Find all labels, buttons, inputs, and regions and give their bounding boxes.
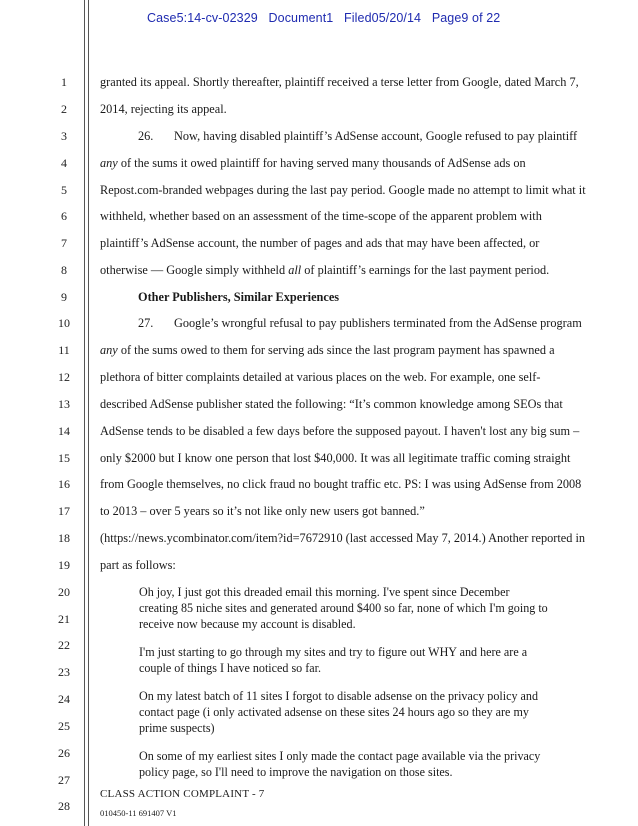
quote-line: contact page (i only activated adsense on these sites 24 hours ago so they are my [139,705,529,719]
paragraph-27-line [138,316,638,330]
line-number: 11 [58,343,70,357]
line-number: 6 [61,209,67,223]
line-number: 26 [58,746,70,760]
quote-line: creating 85 niche sites and generated around $400 so far, none of which I'm going to [139,601,548,615]
body-line: granted its appeal. Shortly thereafter, plaintiff received a terse letter from Google, dated March 7, [100,75,579,89]
body-line: from Google themselves, no click fraud no bought traffic etc. PS: I was using AdSense from 2008 [100,477,582,491]
line-number: 23 [58,665,70,679]
margin-rule-right [88,0,89,826]
body-line: withheld, whether based on an assessment of the time-scope of the apparent problem with [100,209,542,223]
body-line: to 2013 – over 5 years so it’s not like only new users got banned.” [100,504,425,518]
line-number: 7 [61,236,67,250]
quote-line: On my latest batch of 11 sites I forgot to disable adsense on the privacy policy and [139,689,538,703]
line-number: 16 [58,477,70,491]
line-number: 12 [58,370,70,384]
line-number: 15 [58,451,70,465]
body-line [100,263,605,277]
body-line: AdSense tends to be disabled a few days before the supposed payout. I haven't lost any big sum – [100,424,580,438]
quote-line: On some of my earliest sites I only made the contact page available via the privacy [139,749,541,763]
body-line: (https://news.ycombinator.com/item?id=7672910 (last accessed May 7, 2014.) Another reported in [100,531,586,545]
document-id: 010450-11 691407 V1 [100,808,177,818]
line-number: 22 [58,638,70,652]
line-number: 1 [61,75,67,89]
body-line: only $2000 but I know one person that lost $40,000. It was all legitimate traffic coming straight [100,451,571,465]
quote-line: Oh joy, I just got this dreaded email this morning. I've spent since December [139,585,510,599]
line-number: 13 [58,397,70,411]
line-number: 5 [61,183,67,197]
body-line: Repost.com-branded webpages during the last pay period. Google made no attempt to limit what it [100,183,586,197]
line-number: 25 [58,719,70,733]
emphasis-text: any [100,343,118,357]
line-number: 2 [61,102,67,116]
line-number: 3 [61,129,67,143]
paragraph-number: 27. [138,316,154,330]
margin-rule-left [84,0,85,826]
line-number: 27 [58,773,70,787]
emphasis-text: any [100,156,118,170]
body-line: part as follows: [100,558,176,572]
line-number: 20 [58,585,70,599]
line-number: 14 [58,424,70,438]
line-number: 19 [58,558,70,572]
body-line [100,343,605,357]
section-heading: Other Publishers, Similar Experiences [138,290,340,304]
body-text: of the sums it owed plaintiff for having served many thousands of AdSense ads on [117,156,526,170]
body-line: plaintiff’s AdSense account, the number of pages and ads that may have been affected, or [100,236,540,250]
body-line: plethora of bitter complaints detailed at various places on the web. For example, one self- [100,370,541,384]
body-text: otherwise — Google simply withheld [100,263,289,277]
body-text: Now, having disabled plaintiff’s AdSense account, Google refused to pay plaintiff [174,129,578,143]
quote-line: receive now because my account is disabled. [139,617,356,631]
case-header: Case5:14-cv-02329 Document1 Filed05/20/14 Page9 of 22 [147,11,501,25]
line-number: 17 [58,504,70,518]
body-text: Google’s wrongful refusal to pay publishers terminated from the AdSense program [174,316,582,330]
body-line: 2014, rejecting its appeal. [100,102,227,116]
body-line: described AdSense publisher stated the following: “It’s common knowledge among SEOs that [100,397,563,411]
line-number: 10 [58,316,70,330]
body-text: of the sums owed to them for serving ads since the last program payment has spawned a [117,343,555,357]
line-number: 28 [58,799,70,813]
footer-title: CLASS ACTION COMPLAINT - 7 [100,788,265,800]
quote-line: I'm just starting to go through my sites and try to figure out WHY and here are a [139,645,528,659]
quote-line: prime suspects) [139,721,215,735]
line-number: 24 [58,692,70,706]
quote-line: couple of things I have noticed so far. [139,661,322,675]
quote-line: policy page, so I'll need to improve the navigation on those sites. [139,765,453,779]
paragraph-number: 26. [138,129,154,143]
line-number: 8 [61,263,67,277]
paragraph-26-line [138,129,638,143]
line-number: 18 [58,531,70,545]
body-text: of plaintiff’s earnings for the last payment period. [301,263,550,277]
emphasis-text: all [288,263,302,277]
line-number: 4 [61,156,67,170]
line-number: 21 [58,612,70,626]
line-number: 9 [61,290,67,304]
body-line [100,156,605,170]
